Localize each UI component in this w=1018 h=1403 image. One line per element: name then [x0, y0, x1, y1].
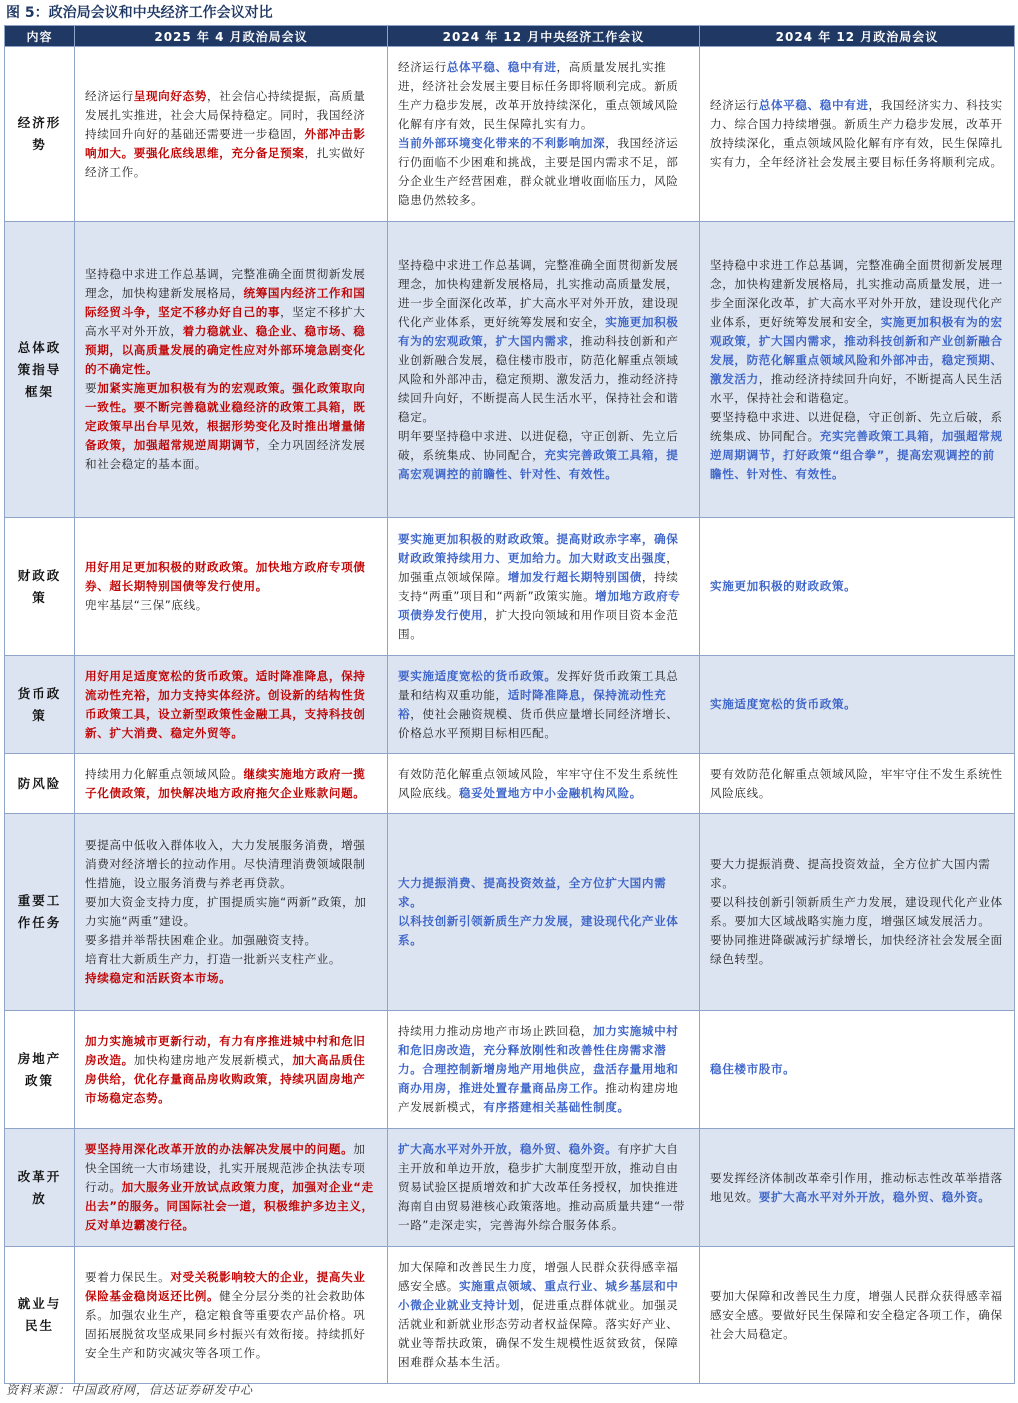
- highlight-red-text: 加紧实施更加积极有为的宏观政策。强化政策取向一致性。要不断完善稳就业稳经济的政策工具箱，既定政策早出台早见效，根据形势变化及时推出增量储备政策，加强超常规逆周期调节: [85, 381, 366, 452]
- plain-text: 持续用力推动房地产市场止跌回稳，: [398, 1024, 594, 1038]
- row-label: 货币政策: [5, 656, 75, 754]
- cell-2024-12-politburo: [700, 222, 1015, 518]
- figure-title: 图 5：政治局会议和中央经济工作会议对比: [6, 5, 273, 21]
- plain-text: 要发挥经济体制改革牵引作用，推动标志性改革举措落地见效。: [710, 1170, 1003, 1204]
- highlight-blue-text: 要实施更加积极的财政政策。提高财政赤字率，确保财政政策持续用力、更加给力。加大财政支出强度: [398, 531, 679, 565]
- plain-text: ，全力巩固经济发展和社会稳定的基本面。: [85, 438, 366, 471]
- highlight-blue-text: 加力实施城中村和危旧房改造，充分释放刚性和改善性住房需求潜力。合理控制新增房地产用地供应，盘活存量用地和商办用房，推进处置存量商品房工作。: [398, 1024, 679, 1095]
- cell-2025-04: [75, 518, 388, 656]
- comparison-table: [4, 25, 1015, 1384]
- cell-2024-12-politburo: [700, 1247, 1015, 1384]
- highlight-blue-text: 以科技创新引领新质生产力发展，建设现代化产业体系。: [398, 914, 679, 947]
- highlight-blue-text: 要实施适度宽松的货币政策。: [398, 668, 557, 683]
- highlight-red-text: 统筹国内经济工作和国际经贸斗争，坚定不移办好自己的事: [85, 286, 366, 319]
- cell-2024-12-cewc: [388, 47, 700, 222]
- plain-text: ，扩大投向领域和用作项目资本金范围。: [398, 607, 679, 641]
- cell-2024-12-politburo: [700, 518, 1015, 656]
- row-label: 财政政策: [5, 518, 75, 656]
- plain-text: 发挥好货币政策工具总量和结构双重功能，: [398, 668, 679, 702]
- header-2024-12-politburo: 2024 年 12 月政治局会议: [700, 26, 1015, 47]
- highlight-red-text: 持续稳定和活跃资本市场。: [85, 971, 232, 985]
- highlight-red-text: 呈现向好态势: [133, 88, 207, 103]
- highlight-blue-text: 稳住楼市股市。: [710, 1062, 796, 1076]
- row-fiscal-policy: [5, 518, 1015, 656]
- cell-2024-12-cewc: [388, 1129, 700, 1247]
- plain-text: 要以科技创新引领新质生产力发展，建设现代化产业体系。要加大区域战略实施力度，增强区域发展活力。: [710, 895, 1003, 928]
- plain-text: ，推动科技创新和产业创新融合发展，稳住楼市股市，防范化解重点领域风险和外部冲击，稳定预期、激发活力，推动经济持续回升向好，不断提高人民生活水平，保持社会和谐稳定。: [398, 333, 679, 424]
- highlight-blue-text: 要扩大高水平对外开放，稳外贸、稳外资。: [758, 1189, 991, 1204]
- row-label: 就业与民生: [5, 1247, 75, 1384]
- cell-2024-12-politburo: [700, 754, 1015, 814]
- plain-text: 培育壮大新质生产力，打造一批新兴支柱产业。: [85, 952, 342, 966]
- plain-text: ，我国经济实力、科技实力、综合国力持续增强。新质生产力稳步发展，改革开放持续深化，重点领域风险化解有序有效，民生保障扎实有力，全年经济社会发展主要目标任务将顺利完成。: [710, 98, 1003, 169]
- row-label: 防风险: [5, 754, 75, 814]
- highlight-red-text: 加大高品质住房供给，优化存量商品房收购政策，持续巩固房地产市场稳定态势。: [85, 1052, 366, 1105]
- row-economic-situation: [5, 47, 1015, 222]
- row-monetary-policy: [5, 656, 1015, 754]
- plain-text: ，高质量发展扎实推进，经济社会发展主要目标任务即将顺利完成。新质生产力稳步发展，改革开放持续深化，重点领域风险化解有序有效，民生保障扎实有力。: [398, 60, 679, 131]
- cell-2024-12-cewc: [388, 1011, 700, 1129]
- plain-text: 要多措并举帮扶困难企业。加强融资支持。: [85, 933, 317, 947]
- plain-text: 要有效防范化解重点领域风险，牢牢守住不发生系统性风险底线。: [710, 766, 1003, 800]
- highlight-red-text: 对受关税影响较大的企业，提高失业保险基金稳岗返还比例。: [85, 1269, 366, 1303]
- row-label: 房地产政策: [5, 1011, 75, 1129]
- header-content: 内容: [5, 26, 75, 47]
- plain-text: ，持续支持“两重”项目和“两新”政策实施。: [398, 569, 679, 603]
- plain-text: 加快构建房地产发展新模式，: [133, 1052, 293, 1067]
- plain-text: 要提高中低收入群体收入，大力发展服务消费，增强消费对经济增长的拉动作用。尽快清理消费领域限制性措施，设立服务消费与养老再贷款。: [85, 838, 366, 890]
- highlight-blue-text: 实施更加积极有为的宏观政策，扩大国内需求: [398, 314, 679, 348]
- highlight-blue-text: 总体平稳、稳中有进: [758, 98, 869, 112]
- highlight-red-text: 着力稳就业、稳企业、稳市场、稳预期，以高质量发展的确定性应对外部环境急剧变化的不确定性。: [85, 324, 366, 376]
- plain-text: 经济运行: [398, 60, 447, 74]
- cell-2025-04: [75, 1129, 388, 1247]
- cell-2025-04: [75, 1247, 388, 1384]
- cell-2024-12-cewc: [388, 1247, 700, 1384]
- row-key-tasks: [5, 814, 1015, 1011]
- row-label: 总体政策指导框架: [5, 222, 75, 518]
- row-label: 经济形势: [5, 47, 75, 222]
- row-label: 重要工作任务: [5, 814, 75, 1011]
- cell-2025-04: [75, 47, 388, 222]
- cell-2024-12-politburo: [700, 1011, 1015, 1129]
- plain-text: 坚持稳中求进工作总基调，完整准确全面贯彻新发展理念，加快构建新发展格局，扎实推动高质量发展，进一步全面深化改革，扩大高水平对外开放，建设现代化产业体系，更好统筹发展和安全，: [710, 257, 1003, 329]
- plain-text: 加快全国统一大市场建设，扎实开展规范涉企执法专项行动。: [85, 1142, 366, 1194]
- header-2025-04-politburo: 2025 年 4 月政治局会议: [75, 26, 388, 47]
- plain-text: 有效防范化解重点领域风险，牢牢守住不发生系统性风险底线。: [398, 766, 679, 800]
- highlight-red-text: 用好用足更加积极的财政政策。加快地方政府专项债券、超长期特别国债等发行使用。: [85, 560, 366, 593]
- plain-text: ，社会信心持续提振，高质量发展扎实推进，社会大局保持稳定。同时，我国经济持续回升向好的基础还需要进一步稳固，: [85, 88, 366, 141]
- table-header-row: [5, 26, 1015, 47]
- plain-text: 兜牢基层“三保”底线。: [85, 598, 208, 612]
- plain-text: ，扎实做好经济工作。: [85, 145, 366, 179]
- row-real-estate: [5, 1011, 1015, 1129]
- cell-2024-12-politburo: [700, 47, 1015, 222]
- plain-text: 经济运行: [85, 88, 134, 103]
- cell-2024-12-politburo: [700, 814, 1015, 1011]
- highlight-red-text: 加力实施城市更新行动，有力有序推进城中村和危旧房改造。: [85, 1033, 366, 1067]
- plain-text: 加大保障和改善民生力度，增强人民群众获得感幸福感安全感。: [398, 1260, 679, 1293]
- plain-text: ，我国经济运行仍面临不少困难和挑战，主要是国内需求不足，部分企业生产经营困难，群众就业增收面临压力，风险隐患仍然较多。: [398, 136, 679, 207]
- highlight-blue-text: 总体平稳、稳中有进: [446, 60, 557, 74]
- plain-text: 要加大资金支持力度，扩围提质实施“两新”政策，加力实施“两重”建设。: [85, 895, 367, 928]
- highlight-red-text: 加大服务业开放试点政策力度，加强对企业“走出去”的服务。同国际社会一道，积极维护多边主义，反对单边霸凌行径。: [85, 1180, 374, 1232]
- highlight-red-text: 继续实施地方政府一揽子化债政策，加快解决地方政府拖欠企业账款问题。: [85, 766, 366, 800]
- highlight-blue-text: 扩大高水平对外开放，稳外贸、稳外资。: [398, 1142, 618, 1156]
- plain-text: 坚持稳中求进工作总基调，完整准确全面贯彻新发展理念，加快构建新发展格局，扎实推动高质量发展，进一步全面深化改革，扩大高水平对外开放，建设现代化产业体系，更好统筹发展和安全，: [398, 257, 679, 329]
- highlight-blue-text: 大力提振消费、提高投资效益，全方位扩大国内需求。: [398, 876, 667, 909]
- cell-2024-12-cewc: [388, 656, 700, 754]
- plain-text: 要坚持稳中求进、以进促稳，守正创新、先立后破，系统集成、协同配合。: [710, 409, 1003, 443]
- plain-text: 明年要坚持稳中求进、以进促稳，守正创新、先立后破，系统集成、协同配合，: [398, 428, 679, 462]
- plain-text: 持续用力化解重点领域风险。: [85, 766, 244, 781]
- plain-text: 要: [85, 381, 98, 395]
- highlight-blue-text: 适时降准降息，保持流动性充裕: [398, 687, 667, 721]
- cell-2025-04: [75, 754, 388, 814]
- cell-2024-12-politburo: [700, 1129, 1015, 1247]
- highlight-blue-text: 当前外部环境变化带来的不利影响加深: [398, 136, 606, 150]
- cell-2025-04: [75, 222, 388, 518]
- cell-2024-12-cewc: [388, 814, 700, 1011]
- plain-text: ，推动经济持续回升向好，不断提高人民生活水平，保持社会和谐稳定。: [710, 371, 1003, 405]
- highlight-red-text: 要坚持用深化改革开放的办法解决发展中的问题。: [85, 1142, 354, 1156]
- cell-2024-12-cewc: [388, 518, 700, 656]
- plain-text: ，促进重点群体就业。加强灵活就业和新就业形态劳动者权益保障。落实好产业、就业等帮扶政策，确保不发生规模性返贫致贫，保障困难群众基本生活。: [398, 1298, 679, 1369]
- highlight-blue-text: 增加发行超长期特别国债: [507, 569, 642, 584]
- cell-2024-12-cewc: [388, 754, 700, 814]
- highlight-blue-text: 实施适度宽松的货币政策。: [710, 697, 857, 711]
- source-note: 资料来源：中国政府网，信达证券研发中心: [6, 1383, 254, 1397]
- highlight-blue-text: 实施重点领域、重点行业、城乡基层和中小微企业就业支持计划: [398, 1279, 679, 1312]
- plain-text: ，加强重点领域保障。: [398, 550, 679, 584]
- plain-text: 经济运行: [710, 98, 759, 112]
- highlight-blue-text: 充实完善政策工具箱，提高宏观调控的前瞻性、针对性、有效性。: [398, 447, 679, 481]
- row-employment-livelihood: [5, 1247, 1015, 1384]
- header-2024-12-cewc: 2024 年 12 月中央经济工作会议: [388, 26, 700, 47]
- highlight-blue-text: 充实完善政策工具箱，加强超常规逆周期调节，打好政策“组合拳”，提高宏观调控的前瞻性、针对性、有效性。: [710, 428, 1003, 481]
- plain-text: 要协同推进降碳减污扩绿增长，加快经济社会发展全面绿色转型。: [710, 933, 1003, 966]
- plain-text: 要大力提振消费、提高投资效益，全方位扩大国内需求。: [710, 857, 991, 890]
- cell-2025-04: [75, 814, 388, 1011]
- cell-2024-12-politburo: [700, 656, 1015, 754]
- highlight-red-text: 用好用足适度宽松的货币政策。适时降准降息，保持流动性充裕，加力支持实体经济。创设新的结构性货币政策工具，设立新型政策性金融工具，支持科技创新、扩大消费、稳定外贸等。: [85, 668, 366, 740]
- highlight-blue-text: 实施更加积极的财政政策。: [710, 579, 857, 593]
- row-label: 改革开放: [5, 1129, 75, 1247]
- cell-2025-04: [75, 1011, 388, 1129]
- row-reform-opening: [5, 1129, 1015, 1247]
- plain-text: 要着力保民生。: [85, 1269, 171, 1284]
- cell-2024-12-cewc: [388, 222, 700, 518]
- highlight-blue-text: 有序搭建相关基础性制度。: [483, 1100, 630, 1114]
- plain-text: 有序扩大自主开放和单边开放，稳步扩大制度型开放，推动自由贸易试验区提质增效和扩大改革任务授权，加快推进海南自由贸易港核心政策落地。推动高质量共建“一带一路”走深走实，完善海外综合服务体系。: [398, 1142, 686, 1232]
- highlight-blue-text: 实施更加积极有为的宏观政策，扩大国内需求，推动科技创新和产业创新融合发展，防范化解重点领域风险和外部冲击，稳定预期、激发活力: [710, 314, 1003, 386]
- highlight-blue-text: 稳妥处置地方中小金融机构风险。: [458, 785, 642, 800]
- plain-text: 健全分层分类的社会救助体系。加强农业生产，稳定粮食等重要农产品价格。巩固拓展脱贫攻坚成果同乡村振兴有效衔接。持续抓好安全生产和防灾减灾等各项工作。: [85, 1288, 366, 1360]
- plain-text: 坚持稳中求进工作总基调，完整准确全面贯彻新发展理念，加快构建新发展格局，: [85, 267, 366, 300]
- row-risk-prevention: [5, 754, 1015, 814]
- highlight-red-text: 外部冲击影响加大。要强化底线思维，充分备足预案: [85, 126, 366, 160]
- row-policy-framework: [5, 222, 1015, 518]
- plain-text: ，坚定不移扩大高水平对外开放，: [85, 305, 366, 338]
- cell-2025-04: [75, 656, 388, 754]
- plain-text: ，使社会融资规模、货币供应量增长同经济增长、价格总水平预期目标相匹配。: [398, 706, 679, 740]
- highlight-blue-text: 增加地方政府专项债券发行使用: [398, 588, 681, 622]
- plain-text: 要加大保障和改善民生力度，增强人民群众获得感幸福感安全感。要做好民生保障和安全稳定各项工作，确保社会大局稳定。: [710, 1288, 1003, 1341]
- plain-text: 推动构建房地产发展新模式，: [398, 1081, 679, 1114]
